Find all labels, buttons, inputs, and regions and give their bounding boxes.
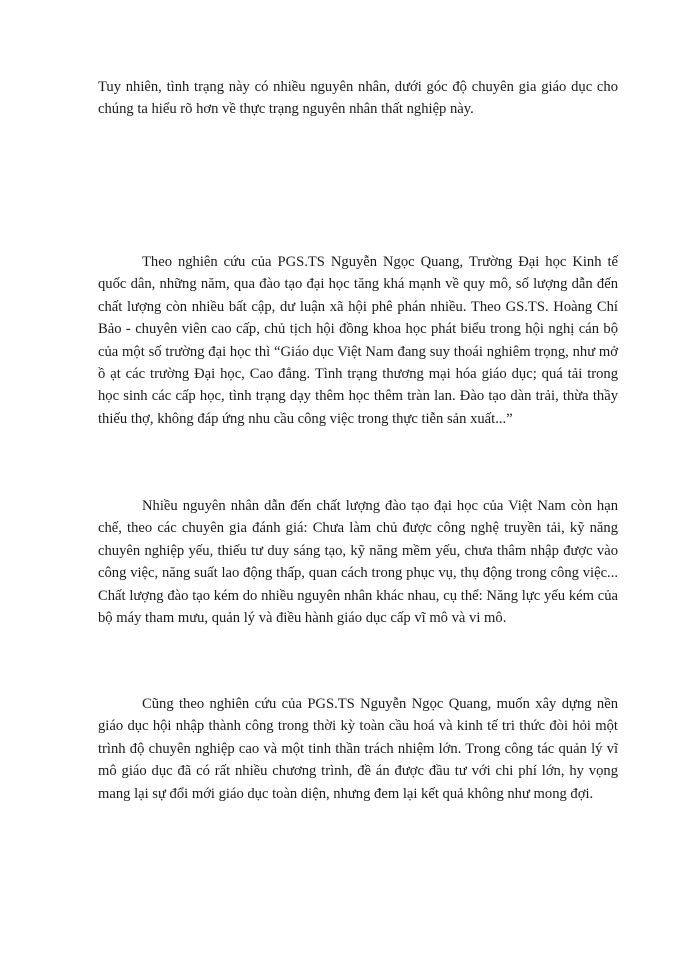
paragraph-research-quang: Theo nghiên cứu của PGS.TS Nguyễn Ngọc Quang, Trường Đại học Kinh tế quốc dân, những năm, qua đào tạo đại học tăng khá mạnh về quy mô, số lượng dẫn đến chất lượng còn nhiều bất cập, dư luận xã hội phê phán nhiều. Theo GS.TS. Hoàng Chí Bảo - chuyên viên cao cấp, chủ tịch hội đồng khoa học phát biểu trong hội nghị cán bộ của một số trường đại học thì “Giáo dục Việt Nam đang suy thoái nghiêm trọng, như mở ồ ạt các trường Đại học, Cao đẳng. Tình trạng thương mại hóa giáo dục; quá tải trong học sinh các cấp học, tình trạng dạy thêm học thêm tràn lan. Đào tạo dàn trải, thừa thầy thiếu thợ, không đáp ứng nhu cầu công việc trong thực tiễn sản xuất...”	[98, 254, 618, 427]
paragraph-intro: Tuy nhiên, tình trạng này có nhiều nguyên nhân, dưới góc độ chuyên gia giáo dục cho chúng ta hiểu rõ hơn về thực trạng nguyên nhân thất nghiệp này.	[98, 79, 618, 118]
paragraph-integration: Cũng theo nghiên cứu của PGS.TS Nguyễn Ngọc Quang, muốn xây dựng nền giáo dục hội nhập thành công trong thời kỳ toàn cầu hoá và kinh tế tri thức đòi hỏi một trình độ chuyên nghiệp cao và một tinh thần trách nhiệm lớn. Trong công tác quản lý vĩ mô giáo dục đã có rất nhiều chương trình, đề án được đầu tư với chi phí lớn, hy vọng mang lại sự đổi mới giáo dục toàn diện, nhưng đem lại kết quả không như mong đợi.	[98, 696, 618, 802]
paragraph-causes: Nhiều nguyên nhân dẫn đến chất lượng đào tạo đại học của Việt Nam còn hạn chế, theo các chuyên gia đánh giá: Chưa làm chủ được công nghệ truyền tải, kỹ năng chuyên nghiệp yếu, thiếu tư duy sáng tạo, kỹ năng mềm yếu, chưa thâm nhập được vào công việc, năng suất lao động thấp, quan cách trong phục vụ, thụ động trong công việc... Chất lượng đào tạo kém do nhiều nguyên nhân khác nhau, cụ thể: Năng lực yếu kém của bộ máy tham mưu, quản lý và điều hành giáo dục cấp vĩ mô và vi mô.	[98, 498, 618, 627]
